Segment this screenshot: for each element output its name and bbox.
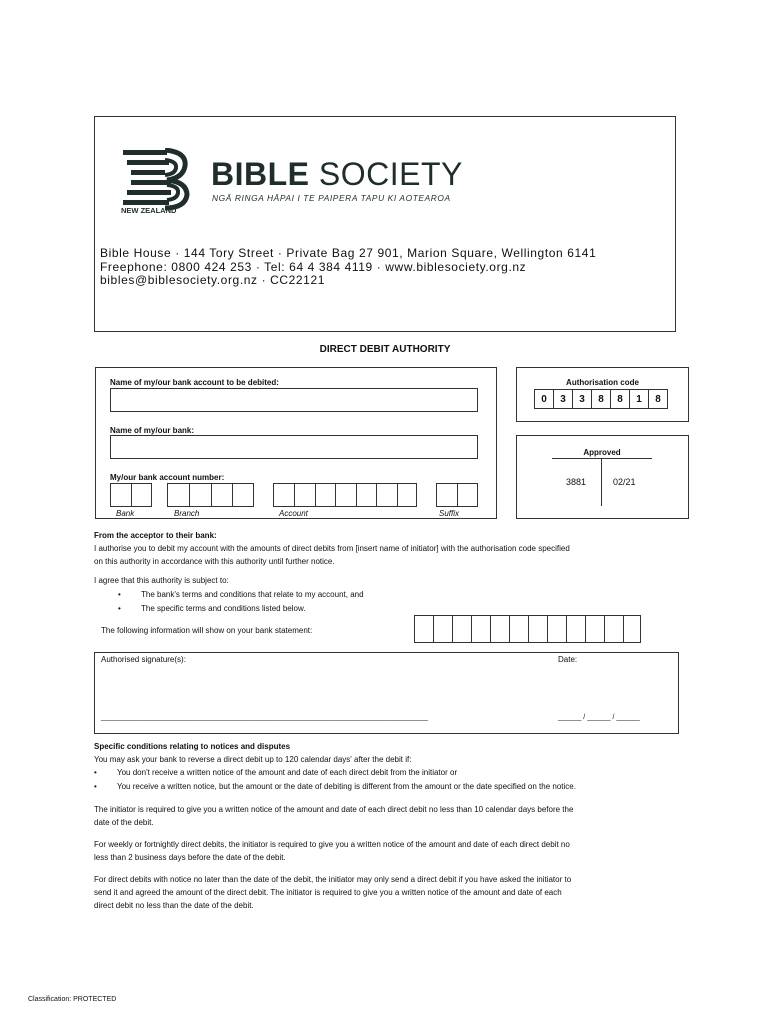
bullet-icon: • xyxy=(94,768,97,777)
suffix-label: Suffix xyxy=(439,509,460,518)
approved-vertical-divider xyxy=(601,458,602,506)
conditions-bullet-2: You receive a written notice, but the amount or the date of debiting is different from the amount or the date specified on the notice. xyxy=(117,782,576,791)
date-line[interactable]: ______ / ______ / ______ xyxy=(558,714,640,721)
bullet-icon: • xyxy=(118,604,121,613)
account-name-label: Name of my/our bank account to be debited: xyxy=(110,378,279,387)
approved-date: 02/21 xyxy=(613,477,636,487)
acceptor-bullet-1: The bank's terms and conditions that relate to my account, and xyxy=(141,590,364,599)
brand-name: BIBLE SOCIETY xyxy=(211,156,463,192)
classification-footer: Classification: PROTECTED xyxy=(28,996,117,1003)
conditions-p2-line2: less than 2 business days before the date of the debit. xyxy=(94,853,286,862)
bank-code-field[interactable] xyxy=(110,483,152,507)
statement-label: The following information will show on your bank statement: xyxy=(101,626,313,635)
acceptor-para1-line1: I authorise you to debit my account with the amounts of direct debits from [insert name of initiator] with the authorisation code specified xyxy=(94,544,570,553)
account-number-label: My/our bank account number: xyxy=(110,473,225,482)
approved-divider xyxy=(552,458,652,459)
authorisation-digit: 3 xyxy=(572,389,592,409)
date-label: Date: xyxy=(558,655,578,664)
authorisation-digit: 3 xyxy=(553,389,573,409)
conditions-p1-line1: The initiator is required to give you a written notice of the amount and date of each direct debit no less than 10 calendar days before the xyxy=(94,805,574,814)
acceptor-para2: I agree that this authority is subject to: xyxy=(94,576,229,585)
signature-box xyxy=(94,652,679,734)
acceptor-para1-line2: on this authority in accordance with this authority until further notice. xyxy=(94,557,335,566)
bank-name-field[interactable] xyxy=(110,435,478,459)
tagline: NGĀ RINGA HĀPAI I TE PAIPERA TAPU KI AOTEAROA xyxy=(212,193,451,203)
account-name-field[interactable] xyxy=(110,388,478,412)
conditions-heading: Specific conditions relating to notices and disputes xyxy=(94,742,291,751)
account-label: Account xyxy=(279,509,308,518)
authorisation-code-label: Authorisation code xyxy=(566,378,639,387)
authorisation-code-digits xyxy=(534,389,668,409)
authorisation-digit: 8 xyxy=(648,389,668,409)
conditions-p3-line3: direct debit no less than the date of the debit. xyxy=(94,901,254,910)
branch-code-field[interactable] xyxy=(167,483,254,507)
conditions-p1-line2: date of the debit. xyxy=(94,818,154,827)
account-digits-field[interactable] xyxy=(273,483,417,507)
branch-label: Branch xyxy=(174,509,200,518)
acceptor-bullet-2: The specific terms and conditions listed below. xyxy=(141,604,306,613)
suffix-field[interactable] xyxy=(436,483,478,507)
conditions-p2-line1: For weekly or fortnightly direct debits, the initiator is required to give you a written notice of the amount and date of each direct debit no xyxy=(94,840,570,849)
page-title: DIRECT DEBIT AUTHORITY xyxy=(319,344,451,355)
conditions-p3-line2: send it and agreed the amount of the direct debit. The initiator is required to give you a written notice of the amount and date of each xyxy=(94,888,562,897)
address-line-3: bibles@biblesociety.org.nz · CC22121 xyxy=(100,273,325,287)
bullet-icon: • xyxy=(94,782,97,791)
approved-label: Approved xyxy=(583,448,621,457)
country-label: NEW ZEALAND xyxy=(121,206,177,215)
signature-label: Authorised signature(s): xyxy=(101,655,186,664)
statement-reference-field[interactable] xyxy=(414,615,641,643)
signature-line[interactable]: ____________________________________________________________________________________ xyxy=(101,714,429,721)
conditions-intro: You may ask your bank to reverse a direct debit up to 120 calendar days' after the debit if: xyxy=(94,755,412,764)
bank-name-label: Name of my/our bank: xyxy=(110,426,195,435)
bullet-icon: • xyxy=(118,590,121,599)
address-line-2: Freephone: 0800 424 253 · Tel: 64 4 384 4119 · www.biblesociety.org.nz xyxy=(100,260,527,274)
authorisation-digit: 8 xyxy=(591,389,611,409)
acceptor-heading: From the acceptor to their bank: xyxy=(94,531,217,540)
authorisation-digit: 8 xyxy=(610,389,630,409)
conditions-p3-line1: For direct debits with notice no later than the date of the debit, the initiator may only send a direct debit if you have asked the initiator to xyxy=(94,875,572,884)
bank-label: Bank xyxy=(116,509,135,518)
address-line-1: Bible House · 144 Tory Street · Private Bag 27 901, Marion Square, Wellington 6141 xyxy=(100,246,597,260)
conditions-bullet-1: You don't receive a written notice of the amount and date of each direct debit from the initiator or xyxy=(117,768,458,777)
authorisation-digit: 0 xyxy=(534,389,554,409)
approved-code: 3881 xyxy=(566,477,587,487)
authorisation-digit: 1 xyxy=(629,389,649,409)
